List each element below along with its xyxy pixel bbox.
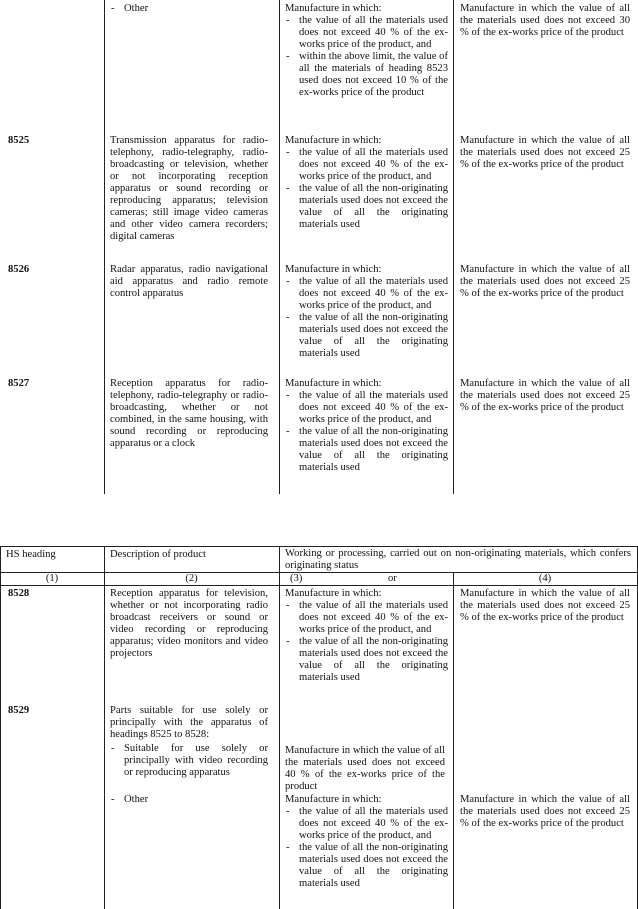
row-8528-heading: 8528 xyxy=(8,588,30,599)
row-8527-col3-item-1: - the value of all the materials used does not exceed 40 % of the ex-works price of the product, and xyxy=(285,390,448,426)
header-col3: (3) xyxy=(290,573,303,584)
row-8527-heading: 8527 xyxy=(8,378,30,389)
row-other-col3-intro: Manufacture in which: xyxy=(285,3,382,14)
row-8529-heading: 8529 xyxy=(8,705,30,716)
top-table-border-col3 xyxy=(279,0,280,494)
row-8525-description: Transmission apparatus for radio-telephony, radio-telegraphy, radio-broadcasting or television, whether or not incorporating reception apparatus or sound recording or reproducing apparatus; television cameras; still image video cameras and other video camera recorders; digital cameras xyxy=(110,135,268,243)
top-table-border-col4 xyxy=(453,0,454,494)
bottom-table-border-col3 xyxy=(279,546,280,909)
header-col1: (1) xyxy=(45,573,59,584)
row-8525-col3-item-2: - the value of all the non-originating materials used does not exceed the value of all the originating materials used xyxy=(285,183,448,231)
row-8529-description xyxy=(110,705,268,779)
row-8526-col3-item-2: - the value of all the non-originating materials used does not exceed the value of all the originating materials used xyxy=(285,312,448,360)
bottom-table-border-col4 xyxy=(453,572,454,909)
row-8529-sub2-label: - Other xyxy=(110,794,268,806)
row-8529-sub2-col3-item-1: - the value of all the materials used does not exceed 40 % of the ex-works price of the product, and xyxy=(285,806,448,842)
row-other-description xyxy=(110,3,272,15)
header-working: Working or processing, carried out on non-originating materials, which confers originating status xyxy=(285,548,631,572)
row-8528-description: Reception apparatus for television, whether or not incorporating radio broadcast receivers or sound or video recording or reproducing apparatus; video monitors and video projectors xyxy=(110,588,268,660)
row-other-col3-item-1: - the value of all the materials used does not exceed 40 % of the ex-works price of the product, and xyxy=(285,15,448,51)
row-8528-col3-item-1: - the value of all the materials used does not exceed 40 % of the ex-works price of the product, and xyxy=(285,600,448,636)
row-8529-sub1: - Suitable for use solely or principally with video recording or reproducing apparatus xyxy=(110,743,268,779)
bottom-table-top-border xyxy=(0,546,638,547)
row-8526-description: Radar apparatus, radio navigational aid apparatus and radio remote control apparatus xyxy=(110,264,268,300)
header-or: or xyxy=(388,573,397,584)
row-8527-col3 xyxy=(285,378,448,474)
row-other-col3 xyxy=(285,3,448,99)
row-8528-col3-intro: Manufacture in which: xyxy=(285,588,382,599)
row-8527-col3-item-2: - the value of all the non-originating materials used does not exceed the value of all the originating materials used xyxy=(285,426,448,474)
row-8529-sub2-col4: Manufacture in which the value of all the materials used does not exceed 25 % of the ex-works price of the product xyxy=(460,794,630,830)
row-8525-col4: Manufacture in which the value of all the materials used does not exceed 25 % of the ex-works price of the product xyxy=(460,135,630,171)
header-description: Description of product xyxy=(110,549,206,560)
row-other-col4: Manufacture in which the value of all the materials used does not exceed 30 % of the ex-works price of the product xyxy=(460,3,630,39)
row-8529-sub2-col3-intro: Manufacture in which: xyxy=(285,794,382,805)
header-col4: (4) xyxy=(538,573,552,584)
row-8528-col3 xyxy=(285,588,448,684)
row-8529-sub2 xyxy=(110,794,268,806)
top-table-border-col2 xyxy=(104,0,105,494)
row-8526-col3-item-1: - the value of all the materials used does not exceed 40 % of the ex-works price of the product, and xyxy=(285,276,448,312)
row-8527-col4: Manufacture in which the value of all the materials used does not exceed 25 % of the ex-works price of the product xyxy=(460,378,630,414)
row-other-description-item: - Other xyxy=(110,3,272,15)
row-8525-col3-item-1: - the value of all the materials used does not exceed 40 % of the ex-works price of the product, and xyxy=(285,147,448,183)
row-8529-sub1-col3: Manufacture in which the value of all the materials used does not exceed 40 % of the ex-works price of the product xyxy=(285,745,445,793)
bottom-table-left-border xyxy=(0,546,1,909)
row-other-col3-item-2: - within the above limit, the value of all the materials of heading 8523 used does not exceed 10 % of the ex-works price of the product xyxy=(285,51,448,99)
header-divider-2 xyxy=(0,585,638,586)
header-hs-heading: HS heading xyxy=(6,549,56,560)
row-8527-description: Reception apparatus for radio-telephony, radio-telegraphy or radio-broadcasting, whether or not combined, in the same housing, with sound recording or reproducing apparatus or a clock xyxy=(110,378,268,450)
row-8526-col3-intro: Manufacture in which: xyxy=(285,264,382,275)
row-8526-col4: Manufacture in which the value of all the materials used does not exceed 25 % of the ex-works price of the product xyxy=(460,264,630,300)
row-8529-description-intro: Parts suitable for use solely or principally with the apparatus of headings 8525 to 8528: xyxy=(110,705,268,741)
row-8527-col3-intro: Manufacture in which: xyxy=(285,378,382,389)
row-8525-heading: 8525 xyxy=(8,135,30,146)
row-8525-col3-intro: Manufacture in which: xyxy=(285,135,382,146)
row-8528-col4: Manufacture in which the value of all the materials used does not exceed 25 % of the ex-works price of the product xyxy=(460,588,630,624)
row-8525-col3 xyxy=(285,135,448,231)
bottom-table-border-col2 xyxy=(104,546,105,909)
row-8528-col3-item-2: - the value of all the non-originating materials used does not exceed the value of all the originating materials used xyxy=(285,636,448,684)
row-8526-heading: 8526 xyxy=(8,264,30,275)
header-col2: (2) xyxy=(185,573,198,584)
row-8529-sub2-col3 xyxy=(285,794,448,890)
row-8529-sub2-col3-item-2: - the value of all the non-originating materials used does not exceed the value of all the originating materials used xyxy=(285,842,448,890)
row-8526-col3 xyxy=(285,264,448,360)
